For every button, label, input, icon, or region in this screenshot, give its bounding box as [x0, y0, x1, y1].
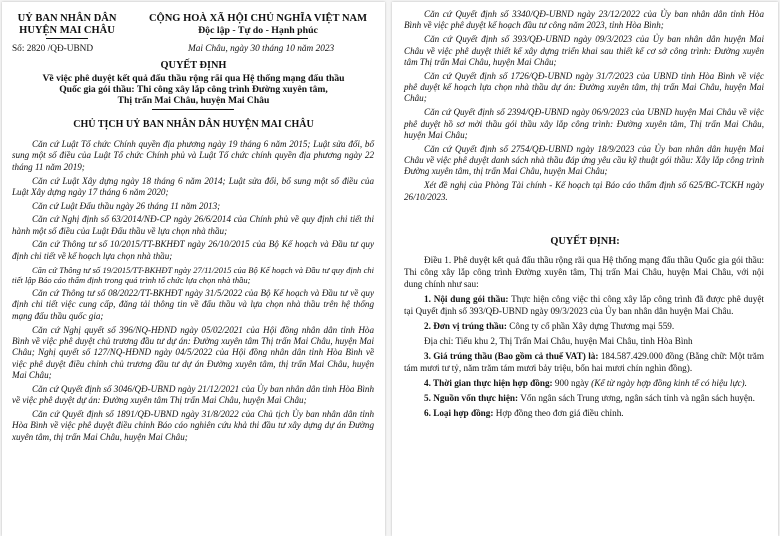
item-5-label: 5. Nguồn vốn thực hiện: — [424, 393, 519, 403]
item-6-text: Hợp đồng theo đơn giá điều chỉnh. — [493, 408, 624, 418]
item-4-note: (Kể từ ngày hợp đồng kinh tế có hiệu lực). — [591, 378, 747, 388]
legal-basis-item: Căn cứ Thông tư số 19/2015/TT-BKHĐT ngày 27/11/2015 của Bộ Kế hoạch và Đầu tư quy định chi tiết lập Báo cáo thẩm định trong quá trình tổ chức lựa chọn nhà thầu; — [12, 264, 374, 286]
place-and-date: Mai Châu, ngày 30 tháng 10 năm 2023 — [188, 44, 335, 54]
item-1-text: Thực hiện công việc thi công xây lắp công trình đã được phê duyệt tại Quyết định số 393/QĐ-UBND ngày 09/3/2023 của Ủy ban nhân dân huyện Mai Châu. — [404, 294, 764, 316]
decision-articles — [404, 254, 764, 422]
legal-basis-item: Căn cứ Quyết định số 2754/QĐ-UBND ngày 18/9/2023 của Ủy ban nhân dân huyện Mai Châu về việc phê duyệt danh sách nhà thầu đáp ứng yêu cầu kỹ thuật gói thầu: Xây lắp công trình Đường xuyên tâm, thị trấn Mai Châu, huyện Mai Châu; — [404, 143, 764, 177]
legal-basis-item: Căn cứ Quyết định số 3340/QĐ-UBND ngày 23/12/2022 của Ủy ban nhân dân tỉnh Hòa Bình về việc phê duyệt kế hoạch đầu tư công năm 2023, tỉnh Hòa Bình; — [404, 9, 764, 31]
legal-basis-item: Căn cứ Quyết định số 3046/QĐ-UBND ngày 21/12/2021 của Ủy ban nhân dân tỉnh Hòa Bình về việc phê duyệt dự án: Đường xuyên tâm Thị trấn Mai Châu, huyện Mai Châu; — [12, 383, 374, 406]
item-3-text: 184.587.429.000 đồng (Bằng chữ: Một trăm tám mươi tư tỷ, năm trăm tám mươi bảy triệu, bốn hai mươi chín nghìn đồng). — [404, 351, 764, 373]
subject-underline — [152, 109, 234, 110]
winning-bidder-address: Địa chỉ: Tiểu khu 2, Thị Trấn Mai Châu, huyện Mai Châu, tỉnh Hòa Bình — [424, 336, 693, 346]
legal-basis-item: Căn cứ Quyết định số 2394/QĐ-UBND ngày 06/9/2023 của UBND huyện Mai Châu về việc phê duyệt hồ sơ mời thầu gói thầu xây lắp công trình: Đường xuyên tâm, Thị trấn Mai Châu, huyện Mai Châu; — [404, 107, 764, 140]
national-heading — [142, 13, 374, 37]
decision-heading: QUYẾT ĐỊNH: — [550, 236, 620, 247]
legal-basis-item: Căn cứ Nghị định số 63/2014/NĐ-CP ngày 26/6/2014 của Chính phủ về quy định chi tiết thi hành một số điều của Luật Đấu thầu về lựa chọn nhà thầu; — [12, 214, 374, 236]
item-2-label: 2. Đơn vị trúng thầu: — [424, 321, 507, 331]
document-subject — [2, 73, 385, 106]
document-type: QUYẾT ĐỊNH — [160, 60, 227, 71]
legal-basis-item: Căn cứ Nghị quyết số 396/NQ-HĐND ngày 05/02/2021 của Hội đồng nhân dân tỉnh Hòa Bình về việc phê duyệt chủ trương đầu tư dự án: Đường xuyên tâm Thị trấn Mai Châu, huyện Mai Châu; Nghị quyết số 127/NQ-HĐND ngày 04/5/2022 của Hội đồng nhân dân tỉnh Hòa Bình về việc phê duyệt điều chỉnh chủ trương đầu tư dự án Đường xuyên tâm, thị trấn Mai Châu, huyện Mai Châu; — [12, 324, 374, 381]
decision-page-2 — [392, 2, 778, 536]
legal-basis-item: Căn cứ Luật Tổ chức Chính quyền địa phương ngày 19 tháng 6 năm 2015; Luật sửa đổi, bổ sung một số điều của Luật Tổ chức Chính phủ và Luật Tổ chức chính quyền địa phương ngày 22 tháng 11 năm 2019; — [12, 139, 374, 172]
item-6-label: 6. Loại hợp đồng: — [424, 408, 494, 418]
legal-basis-item: Căn cứ Luật Xây dựng ngày 18 tháng 6 năm 2014; Luật sửa đổi, bổ sung một số điều của Luật Xây dựng ngày 17 tháng 6 năm 2020; — [12, 175, 374, 197]
issuing-authority: CHỦ TỊCH UỶ BAN NHÂN DÂN HUYỆN MAI CHÂU — [73, 119, 314, 130]
national-title: CỘNG HOÀ XÃ HỘI CHỦ NGHĨA VIỆT NAM — [148, 13, 368, 24]
legal-basis-list-1 — [12, 139, 374, 446]
subject-line-1: Về việc phê duyệt kết quả đấu thầu rộng rãi qua Hệ thống mạng đấu thầu — [42, 73, 345, 84]
item-5-text: Vốn ngân sách Trung ương, ngân sách tỉnh và ngân sách huyện. — [518, 393, 755, 403]
decision-page-1 — [2, 2, 385, 536]
agency-line-2: HUYỆN MAI CHÂU — [19, 25, 115, 36]
national-motto: Độc lập - Tự do - Hạnh phúc — [198, 25, 318, 36]
legal-basis-item: Căn cứ Thông tư số 08/2022/TT-BKHĐT ngày 31/5/2022 của Bộ Kế hoạch và Đầu tư về quy định chi tiết việc cung cấp, đăng tải thông tin về đấu thầu và lựa chọn nhà thầu trên hệ thống mạng đấu thầu quốc gia; — [12, 288, 374, 321]
article-item-5 — [404, 392, 764, 404]
legal-basis-item: Căn cứ Luật Đấu thầu ngày 26 tháng 11 năm 2013; — [32, 200, 221, 211]
article-item-6 — [404, 407, 764, 419]
agency-name — [12, 13, 122, 37]
item-4-text: 900 ngày — [552, 378, 592, 388]
article-item-4 — [404, 377, 764, 389]
legal-basis-item: Căn cứ Quyết định số 1726/QĐ-UBND ngày 31/7/2023 của UBND tỉnh Hòa Bình về việc phê duyệt kế hoạch lựa chọn nhà thầu dự án: Đường xuyên tâm, thị trấn Mai Châu, huyện Mai Châu; — [404, 70, 764, 104]
document-number: Số: 2820 /QĐ-UBND — [12, 44, 94, 54]
article-item-1 — [404, 293, 764, 317]
article-1-text: Điều 1. Phê duyệt kết quả đấu thầu rộng rãi qua Hệ thống mạng đấu thầu Quốc gia gói thầu: Thi công xây lắp công trình Đường xuyên tâm, Thị trấn Mai Châu, huyện Mai Châu, với nội dung chính như sau: — [404, 255, 764, 289]
subject-line-3: Thị trấn Mai Châu, huyện Mai Châu — [117, 95, 270, 106]
article-1 — [404, 254, 764, 290]
subject-line-2: Quốc gia gói thầu: Thi công xây lắp công trình Đường xuyên tâm, — [59, 84, 328, 95]
legal-basis-item: Xét đề nghị của Phòng Tài chính - Kế hoạch tại Báo cáo thẩm định số 625/BC-TCKH ngày 26/10/2023. — [404, 180, 764, 202]
legal-basis-item: Căn cứ Quyết định số 1891/QĐ-UBND ngày 31/8/2022 của Chủ tịch Ủy ban nhân dân tỉnh Hòa Bình về việc phê duyệt điều chỉnh Báo cáo nghiên cứu khả thi đầu tư xây dựng dự án Đường xuyên tâm, thị trấn Mai Châu, huyện Mai Châu; — [12, 408, 374, 442]
agency-line-1: UỶ BAN NHÂN DÂN — [17, 13, 117, 24]
item-1-label: 1. Nội dung gói thầu: — [424, 294, 509, 304]
motto-underline — [210, 38, 308, 39]
article-item-2 — [404, 320, 764, 332]
legal-basis-item: Căn cứ Quyết định số 393/QĐ-UBND ngày 09/3/2023 của Ủy ban nhân dân huyện Mai Châu về việc phê duyệt thiết kế xây dựng triển khai sau thiết kế cơ sở công trình: Đường xuyên tâm Thị trấn Mai Châu, huyện Mai Châu; — [404, 34, 764, 67]
agency-underline — [46, 38, 88, 39]
legal-basis-list-2 — [404, 9, 764, 205]
legal-basis-item: Căn cứ Thông tư số 10/2015/TT-BKHĐT ngày 26/10/2015 của Bộ Kế hoạch và Đầu tư quy định chi tiết về kế hoạch lựa chọn nhà thầu; — [12, 239, 374, 261]
article-item-3 — [404, 350, 764, 374]
item-3-label: 3. Giá trúng thầu (Bao gồm cả thuế VAT) là: — [424, 351, 599, 361]
item-4-label: 4. Thời gian thực hiện hợp đồng: — [424, 378, 553, 388]
item-2-text: Công ty cổ phần Xây dựng Thương mại 559. — [506, 321, 675, 331]
